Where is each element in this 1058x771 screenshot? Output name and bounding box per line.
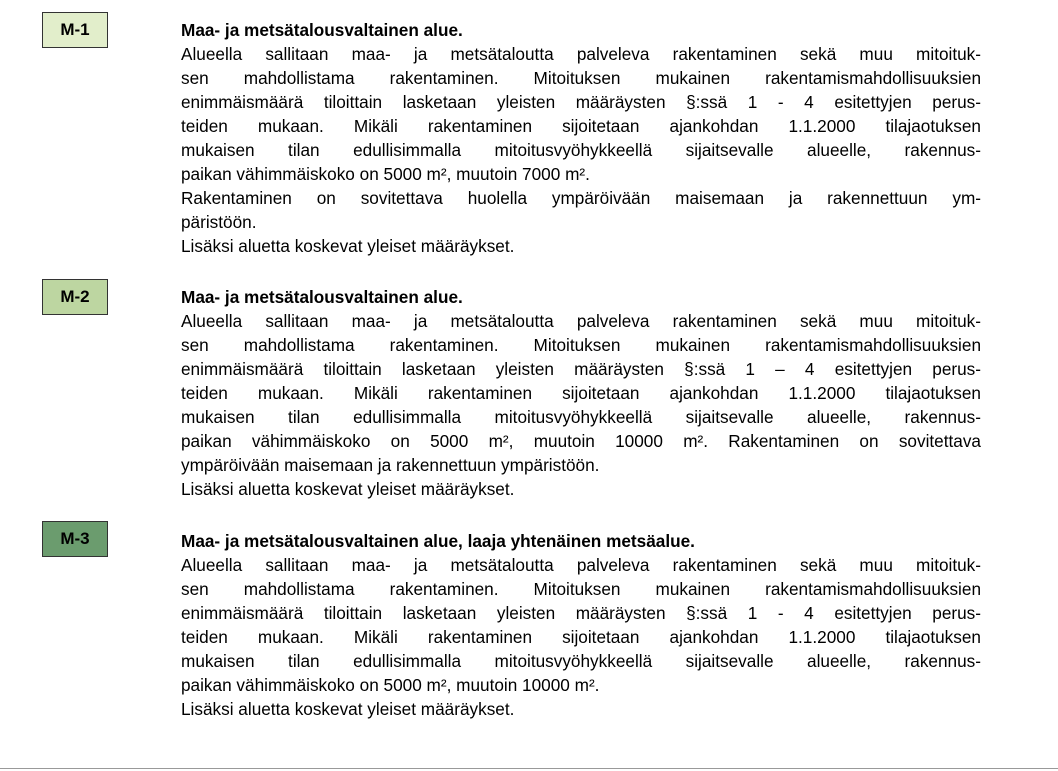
zone-text-line: teiden mukaan. Mikäli rakentaminen sijoitetaan ajankohdan 1.1.2000 tilajaotuksen bbox=[181, 383, 981, 403]
zone-text-line: mukaisen tilan edullisimmalla mitoitusvyöhykkeellä sijaitsevalle alueelle, rakennus- bbox=[181, 651, 981, 671]
zone-text-line: sen mahdollistama rakentaminen. Mitoituksen mukainen rakentamismahdollisuuksien bbox=[181, 579, 981, 599]
zone-description-m1 bbox=[181, 18, 981, 258]
zone-code-badge-m2 bbox=[42, 279, 108, 315]
zone-text-line: päristöön. bbox=[181, 212, 257, 232]
page-bottom-rule bbox=[0, 768, 1058, 769]
zone-description-m3 bbox=[181, 529, 981, 721]
zone-text-line: sen mahdollistama rakentaminen. Mitoituksen mukainen rakentamismahdollisuuksien bbox=[181, 335, 981, 355]
zone-title: Maa- ja metsätalousvaltainen alue. bbox=[181, 20, 463, 40]
zone-text-line: enimmäismäärä tiloittain lasketaan yleisten määräysten §:ssä 1 – 4 esitettyjen perus- bbox=[181, 359, 981, 379]
zone-code-label: M-1 bbox=[60, 20, 90, 39]
zone-text-line: paikan vähimmäiskoko on 5000 m², muutoin 7000 m². bbox=[181, 164, 590, 184]
zone-code-label: M-3 bbox=[60, 529, 90, 548]
zone-text-line: enimmäismäärä tiloittain lasketaan yleisten määräysten §:ssä 1 - 4 esitettyjen perus- bbox=[181, 92, 981, 112]
zone-text-line: mukaisen tilan edullisimmalla mitoitusvyöhykkeellä sijaitsevalle alueelle, rakennus- bbox=[181, 407, 981, 427]
zone-text-line: teiden mukaan. Mikäli rakentaminen sijoitetaan ajankohdan 1.1.2000 tilajaotuksen bbox=[181, 116, 981, 136]
zone-text-line: Lisäksi aluetta koskevat yleiset määräykset. bbox=[181, 236, 515, 256]
zone-description-m2 bbox=[181, 285, 981, 501]
zone-text-line: Alueella sallitaan maa- ja metsätaloutta palveleva rakentaminen sekä muu mitoituk- bbox=[181, 44, 981, 64]
zone-title: Maa- ja metsätalousvaltainen alue, laaja yhtenäinen metsäalue. bbox=[181, 531, 695, 551]
zone-text-line: Lisäksi aluetta koskevat yleiset määräykset. bbox=[181, 699, 515, 719]
zone-text-line: paikan vähimmäiskoko on 5000 m², muutoin 10000 m². bbox=[181, 675, 600, 695]
zone-text-line: teiden mukaan. Mikäli rakentaminen sijoitetaan ajankohdan 1.1.2000 tilajaotuksen bbox=[181, 627, 981, 647]
zone-code-label: M-2 bbox=[60, 287, 90, 306]
zone-title: Maa- ja metsätalousvaltainen alue. bbox=[181, 287, 463, 307]
zone-text-line: ympäröivään maisemaan ja rakennettuun ympäristöön. bbox=[181, 455, 600, 475]
zone-text-line: sen mahdollistama rakentaminen. Mitoituksen mukainen rakentamismahdollisuuksien bbox=[181, 68, 981, 88]
zone-code-badge-m3 bbox=[42, 521, 108, 557]
zone-text-line: Alueella sallitaan maa- ja metsätaloutta palveleva rakentaminen sekä muu mitoituk- bbox=[181, 311, 981, 331]
zone-text-line: mukaisen tilan edullisimmalla mitoitusvyöhykkeellä sijaitsevalle alueelle, rakennus- bbox=[181, 140, 981, 160]
zone-text-line: paikan vähimmäiskoko on 5000 m², muutoin 10000 m². Rakentaminen on sovitettava bbox=[181, 431, 981, 451]
zone-code-badge-m1 bbox=[42, 12, 108, 48]
zone-text-line: Lisäksi aluetta koskevat yleiset määräykset. bbox=[181, 479, 515, 499]
zone-text-line: Rakentaminen on sovitettava huolella ympäröivään maisemaan ja rakennettuun ym- bbox=[181, 188, 981, 208]
zone-text-line: Alueella sallitaan maa- ja metsätaloutta palveleva rakentaminen sekä muu mitoituk- bbox=[181, 555, 981, 575]
zone-text-line: enimmäismäärä tiloittain lasketaan yleisten määräysten §:ssä 1 - 4 esitettyjen perus- bbox=[181, 603, 981, 623]
